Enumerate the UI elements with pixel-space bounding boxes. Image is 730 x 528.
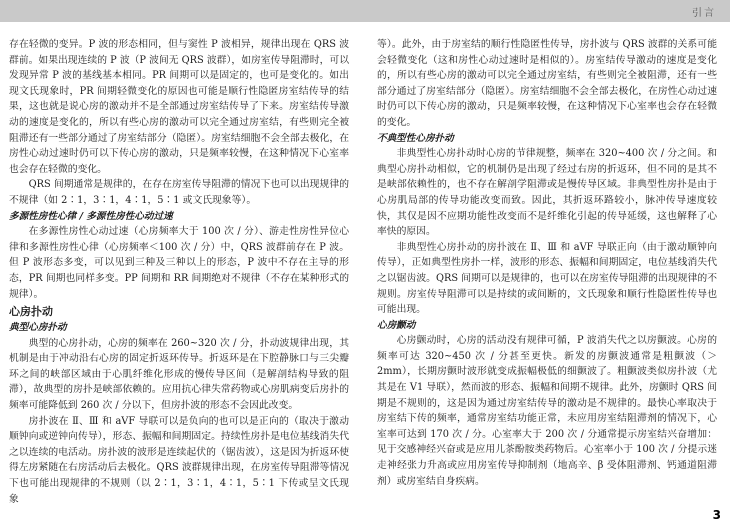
subsection-heading: 不典型性心房扑动 <box>377 132 454 144</box>
right-column <box>377 37 717 489</box>
subsection-heading: 多源性房性心律 / 多源性房性心动过速 <box>9 210 173 222</box>
running-header-bar <box>0 0 730 22</box>
body-paragraph: 在多源性房性心动过速（心房频率大于 100 次 / 分）、游走性房性异位心律和多源性房性心律（心房频率＜100 次 / 分）中，QRS 波群前存在 P 波。但 P 波形态多变，可以见到三种及三种以上的形态，P 波中不存在主导的形态，PR 间期也同样多变。PP 间期和 RR 间期绝对不规律（不存在某种形式的规律）。 <box>9 226 349 300</box>
body-paragraph: 心房颤动时，心房的活动没有规律可循，P 波消失代之以房颤波。心房的频率可达 320~450 次 / 分甚至更快。新发的房颤波通常是粗颤波（＞2mm），长期房颤时波形就变成振幅极低的细颤波了。粗颤波类似房扑波（尤其是在 V1 导联），然而波的形态、振幅和间期不规律。此外，房颤时 QRS 间期是不规则的，这是因为通过房室结传导的激动是不规律的。最快心率取决于房室结下传的频率，通常房室结功能正常，未应用房室结阻滞剂的情况下，心室率可达到 170 次 / 分。心室率大于 200 次 / 分通常提示房室结兴奋增加：见于交感神经兴奋或是应用儿茶酚胺类药物后。心室率小于 100 次 / 分提示迷走神经张力升高或应用房室传导抑制剂（地高辛、β 受体阻滞剂、钙通道阻滞剂）或房室结自身疾病。 <box>377 335 717 487</box>
body-paragraph: QRS 间期通常是规律的，在存在房室传导阻滞的情况下也可以出现规律的不规律（如 2∶1，3∶1，4∶1，5∶1 或文氏现象等）。 <box>9 179 349 206</box>
body-paragraph: 非典型性心房扑动的房扑波在 Ⅱ、Ⅲ 和 aVF 导联正向（由于激动顺钟向传导），正如典型性房扑一样，波形的形态、振幅和间期固定，电位基线消失代之以锯齿波。QRS 间期可以是规律的，也可以在房室传导阻滞的出现规律的不规则。房室传导阻滞可以是持续的或间断的，文氏现象和顺行性隐匿性传导也可能出现。 <box>377 241 717 316</box>
body-paragraph: 存在轻微的变异。P 波的形态相同，但与窦性 P 波相异，规律出现在 QRS 波群前。如果出现连续的 P 波（P 波间无 QRS 波群），如房室传导阻滞时，可以发现异常 P 波的基线基本相同。PR 间期可以是固定的，也可是变化的。如出现文氏现象时，PR 间期轻微变化的原因也可能是顺行性隐匿房室结传导的结果，这也就是说心房的激动并不是全部通过房室结传导了下来。房室结传导激动的速度是变化的，所以有些心房的激动可以完全通过房室结，有些则完全被阻滞还有一些部分通过了房室结部分（隐匿）。房室结细胞不会全部去极化，在房性心动过速时仍可以下传心房的激动，只是频率较慢，在这种情况下心室率也会存在轻微的变化。 <box>9 39 349 175</box>
left-column <box>9 37 349 507</box>
page-number: 3 <box>712 508 721 522</box>
body-paragraph: 非典型性心房扑动时心房的节律规整，频率在 320~400 次 / 分之间。和典型心房扑动相似，它的机制仍是出现了经过右房的折返环，但不同的是其不是峡部依赖性的，也不存在解剖学阻滞或是慢传导区域。非典型性房扑是由于心房肌局部的传导功能改变而致。因此，其折返环路较小，脉冲传导速度较快，其仅是因不应期功能性改变而不是纤维化引起的传导延缓，这也解释了心率快的原因。 <box>377 148 717 238</box>
body-paragraph: 房扑波在 Ⅱ、Ⅲ 和 aVF 导联可以是负向的也可以是正向的（取决于激动顺钟向或逆钟向传导），形态、振幅和间期固定。持续性房扑是电位基线消失代之以连续的电活动。房扑波的波形是连续起伏的（锯齿波），这是因为折返环使得左房紧随在右房活动后去极化。QRS 波群规律出现，在房室传导阻滞等情况下也可能出现规律的不规则（以 2∶1，3∶1，4∶1，5∶1 下传或呈文氏现象 <box>9 415 349 505</box>
body-paragraph: 典型的心房扑动，心房的频率在 260~320 次 / 分，扑动波规律出现，其机制是由于冲动沿右心房的固定折返环传导。折返环是在下腔静脉口与三尖瓣环之间的峡部区域由于心肌纤维化形成的慢传导区间（是解剖结构导致的阻滞），故典型的房扑是峡部依赖的。应用抗心律失常药物或心房肌病变后房扑的频率可能降低到 260 次 / 分以下，但房扑波的形态不会因此改变。 <box>9 337 349 412</box>
subsection-heading: 典型心房扑动 <box>9 322 67 334</box>
body-paragraph: 等）。此外，由于房室结的顺行性隐匿性传导，房扑波与 QRS 波群的关系可能会轻微变化（这和房性心动过速时是相似的）。房室结传导激动的速度是变化的，所以有些心房的激动可以完全通过房室结，有些则完全被阻滞，还有一些部分通过了房室结部分（隐匿）。房室结细胞不会全部去极化，在房性心动过速时仍可以下传心房的激动，只是频率较慢，在这种情况下心室率也会存在轻微的变化。 <box>377 39 717 128</box>
running-header-label: 引言 <box>692 8 716 19</box>
subsection-heading: 心房颤动 <box>377 319 416 331</box>
section-heading: 心房扑动 <box>9 305 53 319</box>
